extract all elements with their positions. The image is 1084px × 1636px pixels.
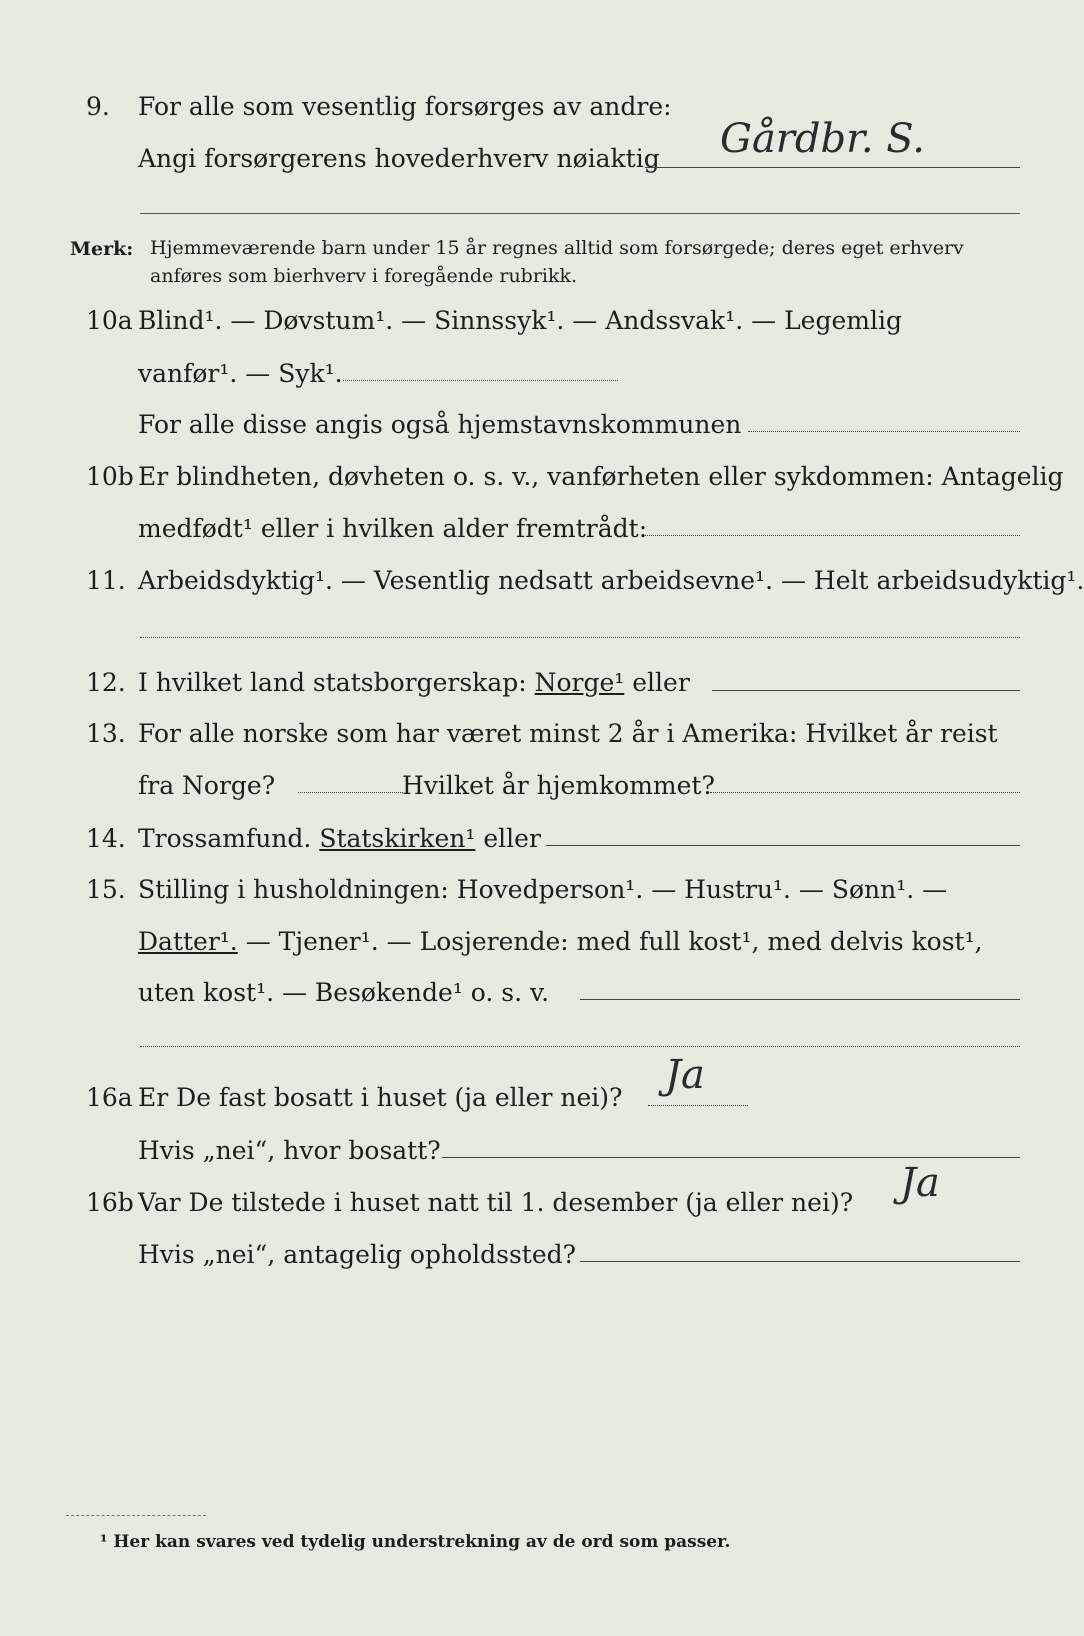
q16a-text-2: Hvis „nei“, hvor bosatt? (138, 1136, 441, 1165)
q13-text-2b: Hvilket år hjemkommet? (402, 771, 715, 800)
q16a-handwritten-answer: Ja (665, 1052, 705, 1098)
q9-text-1: For alle som vesentlig forsørges av andre: (138, 92, 672, 121)
merk-note: Hjemmeværende barn under 15 år regnes alltid som forsørgede; deres eget erhverv anføres som bierhverv i foregående rubrikk. (150, 237, 964, 287)
q16a-bosatt-line (442, 1133, 1020, 1158)
q16b-handwritten-answer: Ja (900, 1160, 940, 1206)
q9-handwritten-answer: Gårdbr. S. (720, 116, 925, 162)
q16b-opholdssted-line (580, 1237, 1020, 1262)
q10b-number: 10b (86, 462, 134, 491)
q13-text-2a: fra Norge? (138, 771, 276, 800)
q10b-answer-line (645, 511, 1020, 536)
q10a-line1 (0, 306, 1084, 338)
q12-number: 12. (86, 668, 126, 697)
q16a-text-1: Er De fast bosatt i huset (ja eller nei)? (138, 1083, 623, 1112)
q12-suffix: eller (632, 668, 690, 697)
q15-text-2 (138, 927, 1020, 957)
q16b-text-1: Var De tilstede i huset natt til 1. desember (ja eller nei)? (138, 1188, 854, 1217)
q16a-number: 16a (86, 1083, 133, 1112)
q11-number: 11. (86, 566, 126, 595)
q10a-syk-line (343, 356, 618, 381)
q14-prefix: Trossamfund. (138, 824, 312, 853)
q10a-text-1: Blind¹. — Døvstum¹. — Sinnssyk¹. — Andssvak¹. — Legemlig (138, 306, 902, 335)
q16b-text-2: Hvis „nei“, antagelig opholdssted? (138, 1240, 577, 1269)
q13-number: 13. (86, 719, 126, 748)
q11-text-1: Arbeidsdyktig¹. — Vesentlig nedsatt arbeidsevne¹. — Helt arbeidsudyktig¹. (138, 566, 1084, 595)
q12-prefix: I hvilket land statsborgerskap: (138, 668, 527, 697)
q10b-text-2: medfødt¹ eller i hvilken alder fremtrådt: (138, 514, 648, 543)
q16b-number: 16b (86, 1188, 134, 1217)
q11-answer-line (140, 613, 1020, 638)
q15-text-3: uten kost¹. — Besøkende¹ o. s. v. (138, 978, 550, 1007)
q15-extra-line (140, 1022, 1020, 1047)
merk-label: Merk: (70, 238, 134, 260)
q15-line2 (0, 927, 1084, 959)
q10b-text-1: Er blindheten, døvheten o. s. v., vanførheten eller sykdommen: Antagelig (138, 462, 1064, 491)
footnote-rule (66, 1515, 206, 1516)
q14-suffix: eller (483, 824, 541, 853)
q14-selected-statskirken: Statskirken¹ (319, 824, 476, 853)
q10a-text-2: vanfør¹. — Syk¹. (138, 359, 343, 388)
q10a-kommune-line (748, 407, 1020, 432)
q15-text-1: Stilling i husholdningen: Hovedperson¹. — Hustru¹. — Sønn¹. — (138, 875, 948, 904)
q10a-number: 10a (86, 306, 133, 335)
q13-line1 (0, 719, 1084, 751)
q9-text-2: Angi forsørgerens hovederhverv nøiaktig (138, 144, 660, 173)
q10b-line1 (0, 462, 1084, 494)
q9-separator (140, 213, 1020, 214)
q9-number: 9. (86, 92, 110, 121)
q12-selected-norge: Norge¹ (534, 668, 625, 697)
q13-text-1: For alle norske som har været minst 2 år i Amerika: Hvilket år reist (138, 719, 998, 748)
q14-number: 14. (86, 824, 126, 853)
q13-reist-line (298, 768, 403, 793)
q15-line1 (0, 875, 1084, 907)
q10a-text-3: For alle disse angis også hjemstavnskommunen (138, 410, 742, 439)
q12-answer-line (712, 666, 1020, 691)
q15-answer-line (580, 975, 1020, 1000)
q16a-line1 (0, 1083, 1084, 1115)
q15-number: 15. (86, 875, 126, 904)
q13-hjemkommet-line (710, 768, 1020, 793)
footnote: ¹ Her kan svares ved tydelig understrekning av de ord som passer. (100, 1532, 731, 1552)
q11-line1 (0, 566, 1084, 598)
q14-answer-line (546, 821, 1020, 846)
q15-text-2-rest: — Tjener¹. — Losjerende: med full kost¹, med delvis kost¹, (245, 927, 983, 956)
q15-selected-datter: Datter¹. (138, 927, 238, 956)
